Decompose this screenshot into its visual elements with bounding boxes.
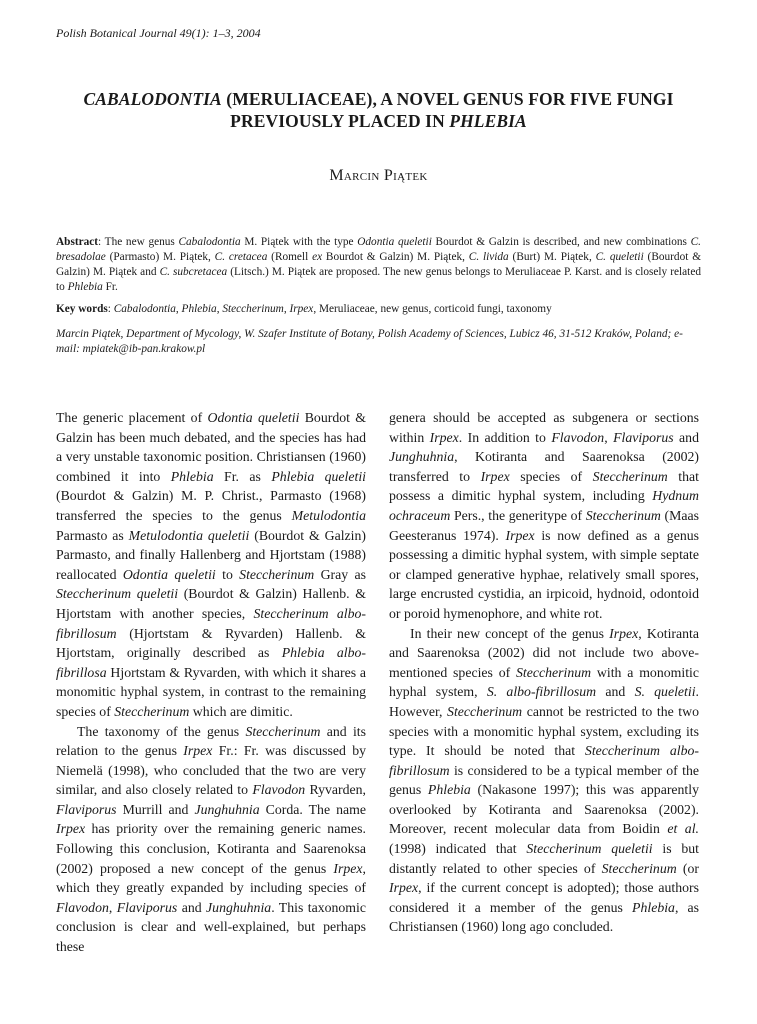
italic-term: Phlebia (427, 782, 471, 798)
italic-term: Irpex (609, 625, 639, 641)
keywords-text: : Cabalodontia, Phlebia, Steccherinum, Irpex, Meruliaceae, new genus, corticoid fungi, taxonomy (107, 303, 552, 315)
italic-term: Odontia queletii (357, 236, 432, 248)
italic-term: Steccherinum (245, 723, 321, 739)
italic-term: Phlebia (67, 281, 103, 293)
italic-term: Metulodontia (291, 507, 366, 523)
journal-citation: Polish Botanical Journal 49(1): 1–3, 2004 (56, 26, 261, 40)
italic-term: Steccherinum (592, 468, 668, 484)
body-column-left (56, 408, 366, 957)
abstract (56, 235, 701, 295)
italic-term: Steccherinum albo-fibrillosum (389, 743, 699, 778)
italic-term: Flavodon (252, 782, 306, 798)
italic-term: et al. (667, 821, 699, 837)
italic-term: C. livida (468, 251, 509, 263)
italic-term: Flavodon (56, 899, 109, 915)
italic-term: Cabalodontia (178, 236, 241, 248)
italic-term: Irpex (289, 303, 314, 315)
title-genus: CABALODONTIA (83, 89, 222, 109)
body-column-right (389, 408, 699, 937)
italic-term: C. bresadolae (56, 236, 701, 263)
article-title (50, 88, 707, 132)
italic-term: Junghuhnia (206, 899, 272, 915)
italic-term: C. queletii (595, 251, 644, 263)
title-line-1-rest: (MERULIACEAE), A NOVEL GENUS FOR FIVE FUNGI (221, 89, 674, 109)
italic-term: Phlebia (181, 303, 217, 315)
abstract-label: Abstract (56, 236, 99, 248)
italic-term: Steccherinum queletii (56, 586, 179, 602)
keywords (56, 302, 701, 317)
italic-term: Irpex (333, 860, 363, 876)
paragraph-taxonomy-steccherinum: The taxonomy of the genus Steccherinum and its relation to the genus Irpex Fr.: Fr. was discussed by Niemelä (1998), who concluded that the two are very similar, and also closely related to Flavodon Ryvarden, Flaviporus Murrill and Junghuhnia Corda. The name Irpex has priority over the remaining generic names. Following this conclusion, Kotiranta and Saarenoksa (2002) proposed a new concept of the genus Irpex, which they greatly expanded by including species of Flavodon, Flaviporus and Junghuhnia. This taxonomic conclusion is clear and well-explained, but perhaps these (56, 723, 367, 955)
italic-term: S. queletii (634, 684, 696, 700)
paragraph-new-concept-irpex: In their new concept of the genus Irpex, Kotiranta and Saarenoksa (2002) did not include two above-mentioned species of Steccherinum with a monomitic hyphal system, S. albo-fibrillosum and S. queletii. However, Steccherinum cannot be restricted to the two species with a monomitic hyphal system, excluding its type. It should be noted that Steccherinum albo-fibrillosum is considered to be a typical member of the genus Phlebia (Nakasone 1997); this was apparently overlooked by Kotiranta and Saarenoksa (2002). Moreover, recent molecular data from Boidin et al. (1998) indicated that Steccherinum queletii is but distantly related to other species of Steccherinum (or Irpex, if the current concept is adopted); those authors considered it a member of the genus Phlebia, as Christiansen (1960) long ago concluded. (389, 625, 700, 935)
italic-term: Steccherinum (447, 703, 523, 719)
italic-term: Odontia queletii (122, 566, 216, 582)
italic-term: Steccherinum (585, 507, 661, 523)
title-line-2-genus: PHLEBIA (449, 111, 527, 131)
italic-term: ex (312, 251, 323, 263)
italic-term: Odontia queletii (207, 410, 300, 425)
italic-term: Steccherinum (239, 566, 315, 582)
italic-term: Phlebia albo-fibrillosa (56, 645, 366, 680)
italic-term: Flaviporus (56, 801, 117, 817)
italic-term: Irpex (480, 468, 510, 484)
author-name: Marcin Piątek (329, 167, 428, 184)
italic-term: Junghuhnia (389, 449, 455, 465)
italic-term: Irpex (389, 880, 419, 896)
italic-term: Phlebia (170, 468, 214, 484)
italic-term: Irpex (56, 821, 86, 837)
paragraph-irpex-genera: genera should be accepted as subgenera or sections within Irpex. In addition to Flavodon, Flaviporus and Junghuhnia, Kotiranta and Saarenoksa (2002) transferred to Irpex species of Steccherinum that possess a dimitic hyphal system, including Hydnum ochraceum Pers., the generitype of Steccherinum (Maas Geesteranus 1974). Irpex is now defined as a genus possessing a dimitic hyphal system, with simple septate or clamped generative hyphae, relatively small spores, large encrusted cystidia, an irpicoid, hydnoid, odontoid or poroid hymenophore, and white rot. (389, 410, 699, 621)
italic-term: Flaviporus (116, 899, 178, 915)
paragraph-generic-placement: The generic placement of Odontia queletii Bourdot & Galzin has been much debated, and the species has had a very unstable taxonomic position. Christiansen (1960) combined it into Phlebia Fr. as Phlebia queletii (Bourdot & Galzin) M. P. Christ., Parmasto (1968) transferred the species to the genus Metulodontia Parmasto as Metulodontia queletii (Bourdot & Galzin) Parmasto, and finally Hallenberg and Hjortstam (1988) reallocated Odontia queletii to Steccherinum Gray as Steccherinum queletii (Bourdot & Galzin) Hallenb. & Hjortstam with another species, Steccherinum albo-fibrillosum (Hjortstam & Ryvarden) Hallenb. & Hjortstam, originally described as Phlebia albo-fibrillosa Hjortstam & Ryvarden, with which it shares a monomitic hyphal system, in contrast to the remaining species of Steccherinum which are dimitic. (56, 410, 367, 719)
title-line-2-start: PREVIOUSLY PLACED IN (230, 111, 450, 131)
italic-term: Steccherinum queletii (526, 841, 653, 857)
italic-term: Flaviporus (613, 429, 674, 445)
italic-term: Phlebia queletii (271, 468, 367, 484)
italic-term: Irpex (429, 429, 459, 445)
italic-term: Steccherinum (516, 664, 592, 680)
italic-term: Steccherinum (601, 860, 677, 876)
italic-term: Steccherinum (114, 703, 190, 719)
abstract-text: : The new genus Cabalodontia M. Piątek with the type Odontia queletii Bourdot & Galzin is described, and new combinations C. bresadolae (Parmasto) M. Piątek, C. cretacea (Romell ex Bourdot & Galzin) M. Piątek, C. livida (Burt) M. Piątek, C. queletii (Bourdot & Galzin) M. Piątek and C. subcretacea (Litsch.) M. Piątek are proposed. The new genus belongs to Meruliaceae P. Karst. and is closely related to Phlebia Fr. (56, 236, 701, 293)
italic-term: Steccherinum albo-fibrillosum (56, 605, 366, 641)
italic-term: Cabalodontia (113, 303, 176, 315)
italic-term: C. cretacea (214, 251, 268, 263)
italic-term: Steccherinum (222, 303, 284, 315)
italic-term: Irpex (183, 743, 213, 759)
italic-term: Junghuhnia (194, 801, 260, 817)
author-affiliation: Marcin Piątek, Department of Mycology, W. Szafer Institute of Botany, Polish Academy of Sciences, Lubicz 46, 31-512 Kraków, Poland; e-mail: mpiatek@ib-pan.krakow.pl (56, 328, 683, 355)
italic-term: Hydnum ochraceum (389, 488, 699, 523)
title-line-2 (50, 110, 707, 132)
title-line-1 (50, 88, 707, 110)
italic-term: Metulodontia queletii (128, 527, 250, 543)
italic-term: Phlebia (632, 899, 675, 915)
italic-term: S. albo-fibrillosum (486, 684, 597, 700)
italic-term: Flavodon (551, 429, 605, 445)
italic-term: Irpex (505, 527, 535, 543)
keywords-label: Key words (56, 303, 108, 315)
italic-term: C. subcretacea (159, 266, 228, 278)
